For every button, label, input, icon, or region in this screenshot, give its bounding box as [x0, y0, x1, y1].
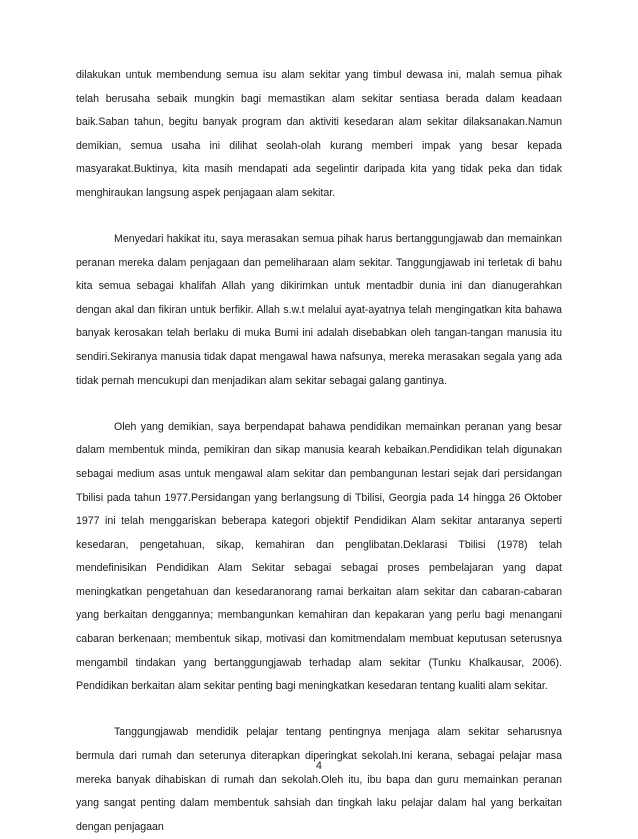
- paragraph-3: Oleh yang demikian, saya berpendapat bahawa pendidikan memainkan peranan yang besar dalam membentuk minda, pemikiran dan sikap manusia kearah kebaikan.Pendidikan telah digunakan sebagai medium asas untuk mengawal alam sekitar dan pembangunan lestari sejak dari persidangan Tbilisi pada tahun 1977.Persidangan yang berlangsung di Tbilisi, Georgia pada 14 hingga 26 Oktober 1977 ini telah menggariskan beberapa kategori objektif Pendidikan Alam sekitar antaranya seperti kesedaran, pengetahuan, sikap, kemahiran dan penglibatan.Deklarasi Tbilisi (1978) telah mendefinisikan Pendidikan Alam Sekitar sebagai sebagai proses pembelajaran yang dapat meningkatkan pengetahuan dan kesedaranorang ramai berkaitan alam sekitar dan cabaran-cabaran yang berkaitan denggannya; membangunkan kemahiran dan kepakaran yang perlu bagi menangani cabaran berkenaan; membentuk sikap, motivasi dan komitmendalam membuat keputusan seterusnya mengambil tindakan yang bertanggungjawab terhadap alam sekitar (Tunku Khalkausar, 2006). Pendidikan berkaitan alam sekitar penting bagi meningkatkan kesedaran tentang kualiti alam sekitar.: [76, 420, 562, 693]
- paragraph-2: Menyedari hakikat itu, saya merasakan semua pihak harus bertanggungjawab dan memainkan peranan mereka dalam penjagaan dan pemeliharaan alam sekitar. Tanggungjawab ini terletak di bahu kita semua sebagai khalifah Allah yang dikirimkan untuk mentadbir dunia ini dan dianugerahkan dengan akal dan fikiran untuk berfikir. Allah s.w.t melalui ayat-ayatnya telah mengingatkan kita bahawa banyak kerosakan telah berlaku di muka Bumi ini adalah disebabkan oleh tangan-tangan manusia itu sendiri.Sekiranya manusia tidak dapat mengawal hawa nafsunya, mereka merasakan segala yang ada tidak pernah mencukupi dan menjadikan alam sekitar sebagai galang gantinya.: [76, 233, 562, 387]
- body-text: [76, 64, 562, 839]
- paragraph-1: dilakukan untuk membendung semua isu alam sekitar yang timbul dewasa ini, malah semua pihak telah berusaha sebaik mungkin bagi memastikan alam sekitar sentiasa berada dalam keadaan baik.Saban tahun, begitu banyak program dan aktiviti kesedaran alam sekitar dilaksanakan.Namun demikian, semua usaha ini dilihat seolah-olah kurang memberi impak yang besar kepada masyarakat.Buktinya, kita masih mendapati ada segelintir daripada kita yang tidak peka dan tidak menghiraukan langsung aspek penjagaan alam sekitar.: [76, 69, 562, 199]
- paragraph-4: Tanggungjawab mendidik pelajar tentang pentingnya menjaga alam sekitar seharusnya bermula dari rumah dan seterunya diterapkan diperingkat sekolah.Ini kerana, sebagai pelajar masa mereka banyak dihabiskan di rumah dan sekolah.Oleh itu, ibu bapa dan guru memainkan peranan yang sangat penting dalam membentuk sahsiah dan tingkah laku pelajar dalam hal yang berkaitan dengan penjagaan: [76, 726, 562, 833]
- page-number: 4: [316, 760, 322, 772]
